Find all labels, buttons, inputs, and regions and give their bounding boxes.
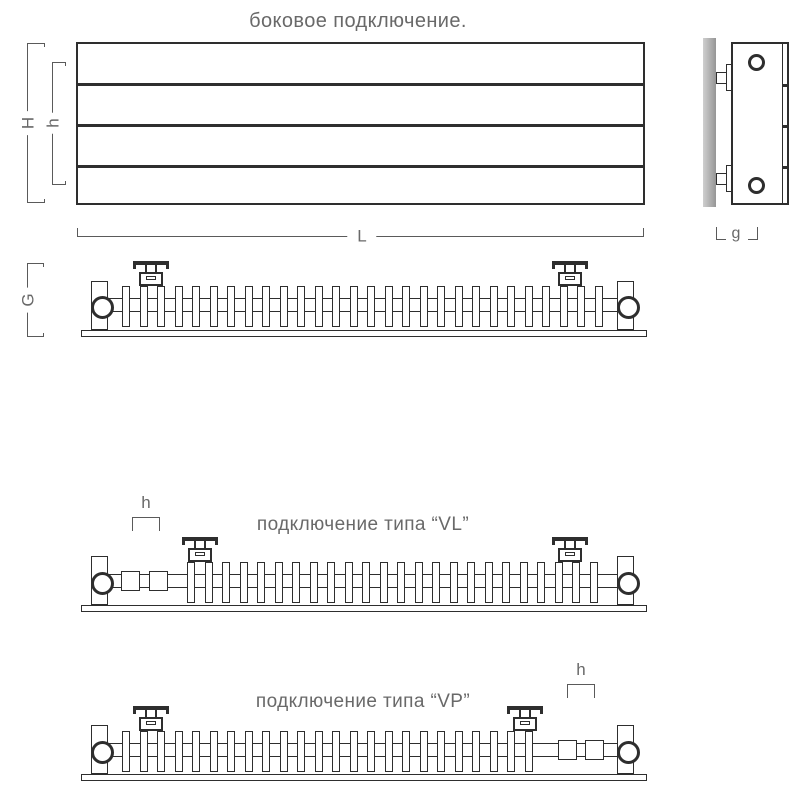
dim-tick <box>643 228 644 237</box>
connection-port <box>91 572 114 595</box>
convector-fin <box>420 731 428 772</box>
convector-fin <box>315 731 323 772</box>
convector-fin <box>210 286 218 327</box>
convector-fin <box>520 562 528 603</box>
convector-fin <box>555 562 563 603</box>
convector-fins <box>122 731 533 772</box>
vp-title: подключение типа “VP” <box>255 691 471 712</box>
convector-fin <box>472 731 480 772</box>
valve-stem <box>564 541 576 548</box>
convector-fin <box>122 286 130 327</box>
convector-fin <box>437 286 445 327</box>
valve-body-inner <box>195 552 205 556</box>
panel-joint <box>782 125 787 128</box>
valve-handle <box>552 261 588 265</box>
convector-fin <box>175 286 183 327</box>
convector-fin <box>572 562 580 603</box>
connection-port <box>748 177 765 194</box>
valve-stem <box>519 710 531 717</box>
convector-fin <box>385 286 393 327</box>
valve-body-inner <box>146 721 156 725</box>
convector-fins <box>187 562 598 603</box>
valve-body <box>558 548 582 562</box>
valve-body <box>188 548 212 562</box>
valve <box>552 261 588 286</box>
valve-stem <box>145 265 157 272</box>
convector-fin <box>350 286 358 327</box>
dim-g-label: g <box>731 225 741 242</box>
convector-fin <box>280 286 288 327</box>
valve-stem <box>145 710 157 717</box>
convector-fin <box>157 286 165 327</box>
valve <box>182 537 218 562</box>
valve-handle <box>133 261 169 265</box>
convector-fin <box>420 286 428 327</box>
convector-fin <box>140 731 148 772</box>
convector-fin <box>205 562 213 603</box>
valve-body <box>139 272 163 286</box>
convector-fin <box>157 731 165 772</box>
valve-handle <box>182 537 218 541</box>
convector-fin <box>192 286 200 327</box>
panel-edge-line <box>782 44 783 203</box>
pipe-fitting <box>121 571 140 591</box>
valve-body-inner <box>146 276 156 280</box>
valve <box>552 537 588 562</box>
convector-fin <box>315 286 323 327</box>
convector-fin <box>577 286 585 327</box>
drawing-title: боковое подключение. <box>249 10 467 32</box>
convector-fin <box>297 286 305 327</box>
dim-L-label: L <box>347 227 376 246</box>
valve-body-inner <box>520 721 530 725</box>
valve-body <box>558 272 582 286</box>
convector-fin <box>345 562 353 603</box>
panel-divider <box>78 83 643 86</box>
convector-fin <box>455 731 463 772</box>
convector-fin <box>140 286 148 327</box>
dim-G-label: G <box>18 287 39 312</box>
convector-fin <box>280 731 288 772</box>
convector-fin <box>240 562 248 603</box>
convector-fin <box>292 562 300 603</box>
convector-fin <box>245 731 253 772</box>
convector-fin <box>275 562 283 603</box>
valve-stem <box>564 265 576 272</box>
base-rail <box>81 605 647 612</box>
convector-fin <box>542 286 550 327</box>
dim-tick <box>77 228 78 237</box>
convector-fin <box>227 731 235 772</box>
dim-tick <box>52 62 66 66</box>
convector-fin <box>350 731 358 772</box>
panel-joint <box>782 166 787 169</box>
panel-joint <box>782 84 787 87</box>
valve-handle <box>507 706 543 710</box>
convector-fin <box>402 286 410 327</box>
valve-stem <box>194 541 206 548</box>
convector-fin <box>502 562 510 603</box>
valve <box>133 261 169 286</box>
convector-fin <box>560 286 568 327</box>
pipe-fitting <box>558 740 577 760</box>
valve-body <box>139 717 163 731</box>
convector-fin <box>262 731 270 772</box>
convector-fin <box>327 562 335 603</box>
valve <box>133 706 169 731</box>
wall-strip <box>703 38 716 207</box>
convector-fin <box>590 562 598 603</box>
convector-fin <box>397 562 405 603</box>
convector-fin <box>257 562 265 603</box>
convector-fin <box>507 286 515 327</box>
convector-fin <box>450 562 458 603</box>
dim-tick <box>27 43 45 47</box>
dim-tick <box>52 181 66 185</box>
base-rail <box>81 774 647 781</box>
convector-fin <box>385 731 393 772</box>
panel-divider <box>78 165 643 168</box>
dim-tick <box>716 227 726 240</box>
valve-handle <box>133 706 169 710</box>
dim-bracket <box>567 684 595 698</box>
convector-fin <box>437 731 445 772</box>
convector-fin <box>525 286 533 327</box>
dim-tick <box>27 263 44 267</box>
dim-tick <box>748 227 758 240</box>
convector-fin <box>595 286 603 327</box>
convector-fin <box>415 562 423 603</box>
convector-fin <box>245 286 253 327</box>
dim-h-label: h <box>141 493 151 512</box>
connection-port <box>617 741 640 764</box>
dim-tick <box>27 199 45 203</box>
valve-handle <box>552 537 588 541</box>
convector-fin <box>297 731 305 772</box>
valve-body <box>513 717 537 731</box>
convector-fin <box>490 731 498 772</box>
convector-fin <box>332 286 340 327</box>
panel-divider <box>78 124 643 127</box>
valve-body-inner <box>565 276 575 280</box>
convector-fin <box>332 731 340 772</box>
connection-port <box>91 296 114 319</box>
convector-fin <box>485 562 493 603</box>
convector-fin <box>222 562 230 603</box>
convector-fin <box>525 731 533 772</box>
dim-h-label: h <box>576 660 586 679</box>
convector-fin <box>367 731 375 772</box>
convector-fin <box>310 562 318 603</box>
vl-title: подключение типа “VL” <box>256 514 470 535</box>
convector-fin <box>227 286 235 327</box>
convector-fin <box>537 562 545 603</box>
convector-fin <box>472 286 480 327</box>
dim-H-label: H <box>18 111 39 135</box>
base-rail <box>81 330 647 337</box>
dim-bracket <box>132 517 160 531</box>
convector-fin <box>467 562 475 603</box>
pipe-fitting <box>149 571 168 591</box>
convector-fin <box>210 731 218 772</box>
convector-fin <box>187 562 195 603</box>
convector-fin <box>192 731 200 772</box>
convector-fin <box>432 562 440 603</box>
convector-fin <box>490 286 498 327</box>
convector-fin <box>455 286 463 327</box>
convector-fin <box>362 562 370 603</box>
convector-fins <box>122 286 603 327</box>
connection-port <box>748 54 765 71</box>
convector-fin <box>122 731 130 772</box>
convector-fin <box>367 286 375 327</box>
dim-h-label: h <box>43 112 64 133</box>
convector-fin <box>262 286 270 327</box>
convector-fin <box>380 562 388 603</box>
connection-port <box>617 296 640 319</box>
valve-body-inner <box>565 552 575 556</box>
convector-fin <box>402 731 410 772</box>
convector-fin <box>507 731 515 772</box>
connection-port <box>617 572 640 595</box>
pipe-fitting <box>585 740 604 760</box>
valve <box>507 706 543 731</box>
connection-port <box>91 741 114 764</box>
dim-tick <box>27 333 44 337</box>
convector-fin <box>175 731 183 772</box>
radiator-front-outline <box>76 42 645 205</box>
